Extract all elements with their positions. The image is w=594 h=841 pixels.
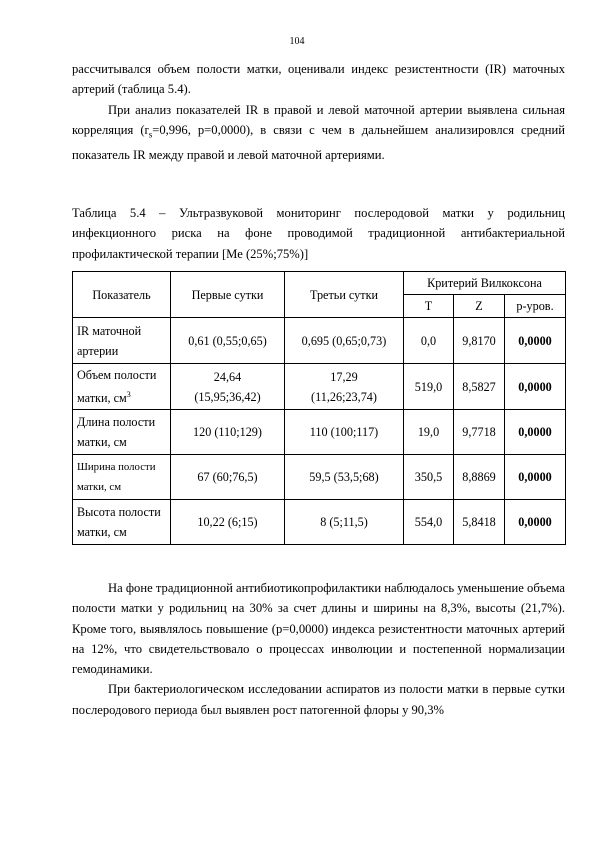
paragraph-3: На фоне традиционной антибиотикопрофилактики наблюдалось уменьшение объема полости матки у родильниц на 30% за счет длины и ширины на 8,3%, высоты (21,7%). Кроме того, выявлялось повышение (р=0,0000) индекса резистентности маточных артерий на 12%, что свидетельствовало о процессах инволюции и постепенной нормализации гемодинамики. [72,581,565,677]
cell-day1: 0,61 (0,55;0,65) [171,318,285,364]
cell-p: 0,0000 [505,410,566,455]
header-T: T [404,295,454,318]
cell-day3-median: 17,29 [330,369,358,384]
cell-Z: 8,8869 [454,455,505,500]
cell-Z: 9,7718 [454,410,505,455]
paragraph-2 [72,100,565,165]
cell-Z: 5,8418 [454,500,505,545]
paragraph-intro [72,59,565,165]
subscript-s: s [148,129,153,140]
table-row [73,318,566,364]
cell-day3 [285,364,404,410]
row-label-text: Объем полости матки, см [77,367,157,406]
header-p: р-уров. [505,295,566,318]
row-label: Высота полости матки, см [73,500,171,545]
cell-day3-range: (11,26;23,74) [311,389,377,404]
cell-p: 0,0000 [505,318,566,364]
cell-Z: 8,5827 [454,364,505,410]
cell-day1-range: (15,95;36,42) [194,389,261,404]
cell-day1-median: 24,64 [213,369,242,384]
header-Z: Z [454,295,505,318]
paragraph-2-text-cont: =0,996, p=0,0000), в связи с чем в дальнейшем анализировлся средний показатель IR между правой и левой маточной артериями. [72,122,565,162]
cell-p: 0,0000 [505,455,566,500]
superscript-3: 3 [126,389,131,399]
row-label [73,364,171,410]
cell-day3: 110 (100;117) [285,410,404,455]
paragraph-4: При бактериологическом исследовании аспиратов из полости матки в первые сутки послеродового периода был выявлен рост патогенной флоры у 90,3% [72,682,565,717]
row-label: Длина полости матки, см [73,410,171,455]
row-label-line1: Ширина полости [77,461,156,473]
row-label [73,455,171,500]
header-wilcoxon: Критерий Вилкоксона [404,272,566,295]
cell-day1 [171,364,285,410]
table-caption [72,203,565,264]
table-row [73,410,566,455]
table-caption-text: Таблица 5.4 – Ультразвуковой мониторинг послеродовой матки у родильниц инфекционного риска на фоне проводимой традиционной антибактериальной профилактической терапии [Ме (25%;75%)] [72,206,565,261]
table-row [73,500,566,545]
row-label-line2: матки, см [77,481,122,493]
paragraph-2-text: При анализ показателей IR в правой и левой маточной артерии выявлена сильная корреляция (r [72,102,565,137]
cell-T: 0,0 [404,318,454,364]
cell-T: 519,0 [404,364,454,410]
table-row [73,364,566,410]
cell-T: 19,0 [404,410,454,455]
cell-day1: 10,22 (6;15) [171,500,285,545]
cell-Z: 9,8170 [454,318,505,364]
header-day3: Третьи сутки [285,272,404,318]
data-table [72,271,565,545]
paragraph-results [72,578,565,720]
cell-p: 0,0000 [505,364,566,410]
cell-T: 554,0 [404,500,454,545]
cell-day3: 59,5 (53,5;68) [285,455,404,500]
paragraph-1: рассчитывался объем полости матки, оценивали индекс резистентности (IR) маточных артерий (таблица 5.4). [72,62,565,97]
page-number: 104 [289,36,305,47]
cell-day3: 8 (5;11,5) [285,500,404,545]
header-indicator: Показатель [73,272,171,318]
cell-day1: 67 (60;76,5) [171,455,285,500]
cell-day3: 0,695 (0,65;0,73) [285,318,404,364]
table-row [73,455,566,500]
row-label: IR маточной артерии [73,318,171,364]
cell-T: 350,5 [404,455,454,500]
cell-p: 0,0000 [505,500,566,545]
header-day1: Первые сутки [171,272,285,318]
cell-day1: 120 (110;129) [171,410,285,455]
